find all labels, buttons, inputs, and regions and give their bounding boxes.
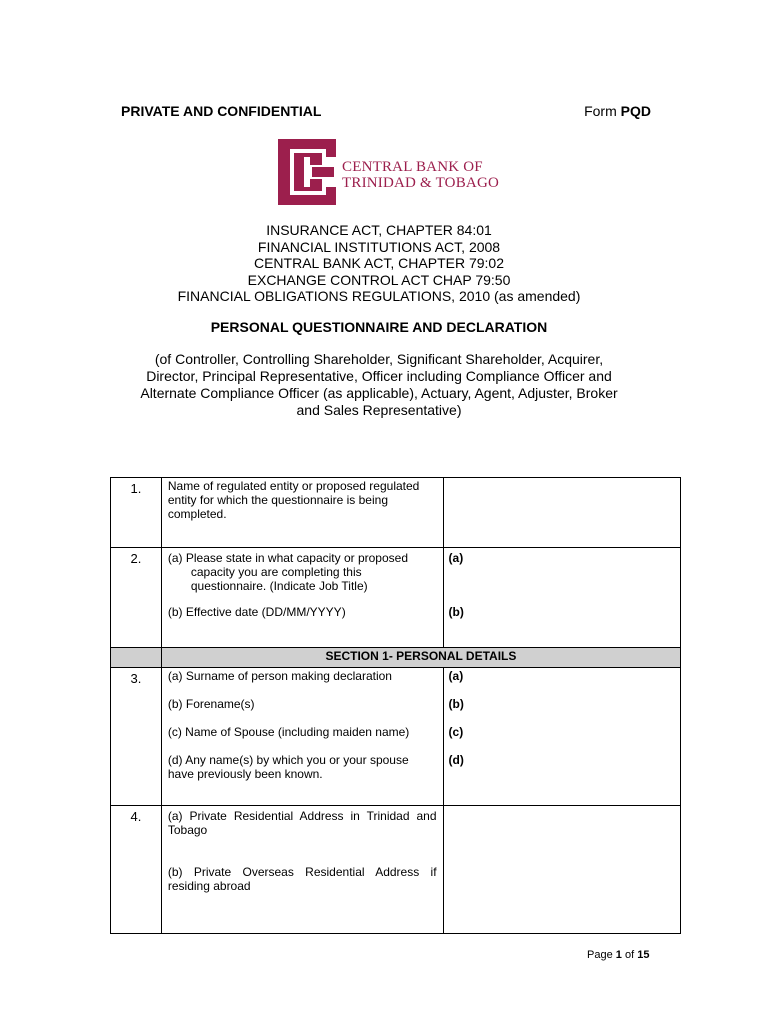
document-title: PERSONAL QUESTIONNAIRE AND DECLARATION	[210, 319, 548, 335]
central-bank-emblem-icon	[276, 137, 338, 207]
form-prefix: Form	[584, 103, 617, 119]
section-blank-cell	[111, 648, 162, 668]
question-cell: (a) Private Residential Address in Trinidad and Tobago (b) Private Overseas Residential Address if residing abroad	[161, 806, 443, 934]
table-row	[111, 668, 681, 806]
subtitle-line: Director, Principal Representative, Officer including Compliance Officer and	[146, 368, 612, 384]
subtitle-line: Alternate Compliance Officer (as applicable), Actuary, Agent, Adjuster, Broker	[140, 385, 618, 401]
answer-field[interactable]	[443, 478, 680, 548]
central-bank-logo	[276, 137, 506, 207]
acts-list	[0, 222, 768, 305]
subtitle-line: (of Controller, Controlling Shareholder, Significant Shareholder, Acquirer,	[154, 351, 604, 367]
act-line: FINANCIAL INSTITUTIONS ACT, 2008	[257, 238, 501, 255]
question-cell: (a) Surname of person making declaration (b) Forename(s) (c) Name of Spouse (including maiden name) (d) Any name(s) by which you or your spouse have previously been known.	[161, 668, 443, 806]
subtitle-line: and Sales Representative)	[296, 402, 462, 418]
answer-field[interactable]	[443, 806, 680, 934]
form-code-value: PQD	[620, 103, 651, 119]
document-subtitle	[0, 351, 768, 419]
act-line: INSURANCE ACT, CHAPTER 84:01	[266, 222, 492, 238]
row-number: 4.	[111, 806, 162, 934]
table-row	[111, 806, 681, 934]
row-number: 2.	[111, 548, 162, 648]
row-number: 3.	[111, 668, 162, 806]
question-cell: (a) Please state in what capacity or proposed capacity you are completing this questionnaire. (Indicate Job Title) (b) Effective date (DD/MM/YYYY)	[161, 548, 443, 648]
logo-line1: CENTRAL BANK OF	[342, 159, 483, 175]
table-row	[111, 478, 681, 548]
section-title: SECTION 1- PERSONAL DETAILS	[161, 648, 680, 668]
act-line: FINANCIAL OBLIGATIONS REGULATIONS, 2010 (as amended)	[177, 288, 581, 304]
logo-line2: TRINIDAD & TOBAGO	[342, 175, 500, 191]
table-row	[111, 548, 681, 648]
answer-field[interactable]: (a) (b)	[443, 548, 680, 648]
act-line: CENTRAL BANK ACT, CHAPTER 79:02	[253, 255, 504, 271]
section-header-row	[111, 648, 681, 668]
questionnaire-table	[110, 477, 681, 934]
row-number: 1.	[111, 478, 162, 548]
logo-text	[342, 159, 499, 191]
page-number: Page 1 of 15	[587, 949, 650, 961]
form-code	[584, 103, 651, 119]
confidential-label: PRIVATE AND CONFIDENTIAL	[121, 103, 322, 119]
answer-field[interactable]: (a) (b) (c) (d)	[443, 668, 680, 806]
act-line: EXCHANGE CONTROL ACT CHAP 79:50	[247, 271, 511, 288]
question-cell: Name of regulated entity or proposed regulated entity for which the questionnaire is being completed.	[161, 478, 443, 548]
